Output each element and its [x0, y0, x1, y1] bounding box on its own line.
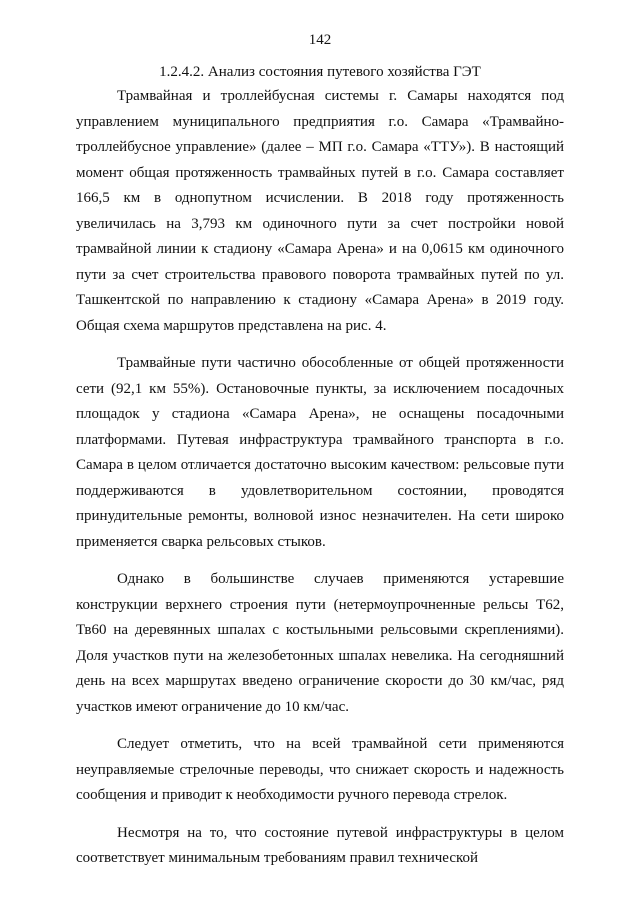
paragraph-2: Трамвайные пути частично обособленные от общей протяженности сети (92,1 км 55%). Остановочные пункты, за исключением посадочных площадок у стадиона «Самара Арена», не оснащены посадочными платформами. Путевая инфраструктура трамвайного транспорта в г.о. Самара в целом отличается достаточно высоким качеством: рельсовые пути поддерживаются в удовлетворительном состоянии, проводятся принудительные ремонты, волновой износ незначителен. На сети широко применяется сварка рельсовых стыков. — [76, 355, 564, 550]
section-heading: 1.2.4.2. Анализ состояния путевого хозяйства ГЭТ — [159, 64, 481, 80]
page-number: 142 — [308, 32, 332, 48]
paragraph-5: Несмотря на то, что состояние путевой инфраструктуры в целом соответствует минимальным требованиям правил технической — [76, 824, 564, 866]
paragraph-3: Однако в большинстве случаев применяются устаревшие конструкции верхнего строения пути (нетермоупрочненные рельсы Т62, Тв60 на деревянных шпалах с костыльными рельсовыми скреплениями). Доля участков пути на железобетонных шпалах невелика. На сегодняшний день на всех маршрутах введено ограничение скорости до 30 км/час, ряд участков имеют ограничение до 10 км/час. — [76, 571, 564, 715]
paragraph-1: Трамвайная и троллейбусная системы г. Самары находятся под управлением муниципального предприятия г.о. Самара «Трамвайно-троллейбусное управление» (далее – МП г.о. Самара «ТТУ»). В настоящий момент общая протяженность трамвайных путей в г.о. Самара составляет 166,5 км в однопутном исчислении. В 2018 году протяженность увеличилась на 3,793 км одиночного пути за счет постройки новой трамвайной линии к стадиону «Самара Арена» и на 0,0615 км одиночного пути за счет строительства правового поворота трамвайных путей по ул. Ташкентской по направлению к стадиону «Самара Арена» в 2019 году. Общая схема маршрутов представлена на рис. 4. — [76, 88, 564, 334]
paragraph-4: Следует отметить, что на всей трамвайной сети применяются неуправляемые стрелочные переводы, что снижает скорость и надежность сообщения и приводит к необходимости ручного перевода стрелок. — [76, 736, 564, 803]
body-text — [76, 84, 564, 872]
